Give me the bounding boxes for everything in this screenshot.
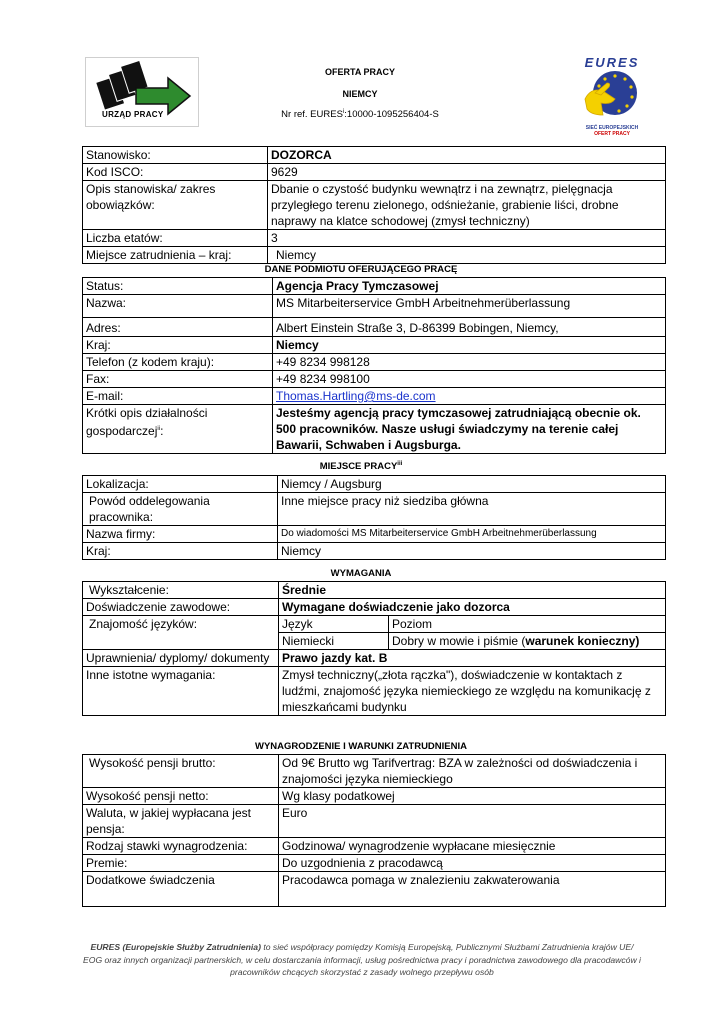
- table-row: [83, 526, 666, 543]
- isco-value: 9629: [268, 164, 666, 181]
- eures-logo-title: EURES: [584, 55, 640, 70]
- education-label: Wykształcenie:: [83, 582, 279, 599]
- eures-logo-subtitle: SIEĆ EUROPEJSKICH OFERT PRACY: [585, 125, 639, 137]
- business-description-label: Krótki opis działalności gospodarczej$^{ii}$:: [83, 405, 273, 454]
- company-value: Do wiadomości MS Mitarbeiterservice GmbH Arbeitnehmerüberlassung: [278, 526, 666, 543]
- eures-hand-stars-icon: [581, 69, 641, 121]
- licenses-value: Prawo jazdy kat. B: [279, 650, 666, 667]
- duties-label: Opis stanowiska/ zakres obowiązków:: [83, 181, 268, 230]
- email-link[interactable]: Thomas.Hartling@ms-de.com: [276, 389, 436, 403]
- document-title: OFERTA PRACY: [324, 67, 395, 77]
- table-row: [83, 354, 666, 371]
- fax-label: Fax:: [83, 371, 273, 388]
- footer-bold: EURES (Europejskie Służby Zatrudnienia): [90, 942, 261, 952]
- job-title-label: Stanowisko:: [83, 147, 268, 164]
- table-row: [83, 476, 666, 493]
- education-value: Średnie: [279, 582, 666, 599]
- isco-label: Kod ISCO:: [83, 164, 268, 181]
- positions-count-label: Liczba etatów:: [83, 230, 268, 247]
- language-level: Dobry w mowie i piśmie (warunek konieczny): [389, 633, 666, 650]
- table-row: [83, 230, 666, 247]
- urzad-pracy-logo-text: URZĄD PRACY: [102, 110, 164, 119]
- table-row: [83, 667, 666, 716]
- employer-table: [82, 277, 666, 454]
- salary-table: [82, 754, 666, 907]
- languages-label: Znajomość języków:: [83, 616, 279, 650]
- employment-country-label: Miejsce zatrudnienia – kraj:: [83, 247, 268, 264]
- table-row: [83, 493, 666, 526]
- table-row: [83, 388, 666, 405]
- licenses-label: Uprawnienia/ dyplomy/ dokumenty: [83, 650, 279, 667]
- requirements-table: [82, 581, 666, 716]
- table-row: [83, 164, 666, 181]
- employer-section-title: DANE PODMIOTU OFERUJĄCEGO PRACĘ: [264, 264, 458, 275]
- table-row: [83, 788, 666, 805]
- eures-logo: [577, 55, 647, 141]
- company-name-value: MS Mitarbeiterservice GmbH Arbeitnehmerüberlassung: [273, 295, 666, 318]
- phone-label: Telefon (z kodem kraju):: [83, 354, 273, 371]
- workplace-table: [82, 475, 666, 560]
- table-row: [83, 543, 666, 560]
- other-requirements-value: Zmysł techniczny(„złota rączka"), doświadczenie w kontaktach z ludźmi, znajomość języka niemieckiego ze względu na komunikację z mieszkańcami budynku: [279, 667, 666, 716]
- job-table: [82, 146, 666, 264]
- workplace-section-title: MIEJSCE PRACY$^{iii}$: [319, 461, 403, 473]
- experience-value: Wymagane doświadczenie jako dozorca: [279, 599, 666, 616]
- document-country: NIEMCY: [342, 89, 378, 99]
- company-name-label: Nazwa:: [83, 295, 273, 318]
- table-row: [83, 805, 666, 838]
- table-row: [83, 318, 666, 337]
- rate-type-label: Rodzaj stawki wynagrodzenia:: [83, 838, 279, 855]
- footer-text: to sieć współpracy pomiędzy Komisją Europejską, Publicznymi Służbami Zatrudnienia krajów UE/ EOG oraz innych organizacji partnerskich, w celu dostarczania informacji, usług pośrednictwa pracy i poradnictwa zawodowego dla pracodawców i pracowników chcących skorzystać z zasady wolnego przepływu osób: [83, 942, 641, 977]
- table-row: [83, 295, 666, 318]
- business-description-value: Jesteśmy agencją pracy tymczasowej zatrudniającą obecnie ok. 500 pracowników. Nasze usługi świadczymy na terenie całej Bawarii, Schwaben i Augsburga.: [273, 405, 666, 454]
- bonus-value: Do uzgodnienia z pracodawcą: [279, 855, 666, 872]
- gross-salary-value: Od 9€ Brutto wg Tarifvertrag: BZA w zależności od doświadczenia i znajomości języka niemieckiego: [279, 755, 666, 788]
- positions-count-value: 3: [268, 230, 666, 247]
- currency-label: Waluta, w jakiej wypłacana jest pensja:: [83, 805, 279, 838]
- table-row: [83, 599, 666, 616]
- benefits-label: Dodatkowe świadczenia: [83, 872, 279, 907]
- table-row: [83, 405, 666, 454]
- table-row: [83, 582, 666, 599]
- urzad-pracy-logo: [85, 57, 199, 127]
- benefits-value: Pracodawca pomaga w znalezieniu zakwaterowania: [279, 872, 666, 907]
- address-label: Adres:: [83, 318, 273, 337]
- table-row: [83, 371, 666, 388]
- table-row: [83, 147, 666, 164]
- gross-salary-label: Wysokość pensji brutto:: [83, 755, 279, 788]
- level-column-header: Poziom: [389, 616, 666, 633]
- duties-value: Dbanie o czystość budynku wewnątrz i na zewnątrz, pielęgnacja przyległego terenu zielonego, odśnieżanie, grabienie liści, drobne naprawy na klatce schodowej (zmysł techniczny): [268, 181, 666, 230]
- status-label: Status:: [83, 278, 273, 295]
- other-requirements-label: Inne istotne wymagania:: [83, 667, 279, 716]
- job-title-value: DOZORCA: [268, 147, 666, 164]
- language-column-header: Język: [279, 616, 389, 633]
- language-name: Niemiecki: [279, 633, 389, 650]
- table-row: [83, 838, 666, 855]
- reference-number: Nr ref. EURES$^i$:10000-1095256404-S: [281, 109, 439, 121]
- table-row: [83, 278, 666, 295]
- net-salary-value: Wg klasy podatkowej: [279, 788, 666, 805]
- table-row: [83, 247, 666, 264]
- table-row: [83, 872, 666, 907]
- rate-type-value: Godzinowa/ wynagrodzenie wypłacane miesięcznie: [279, 838, 666, 855]
- net-salary-label: Wysokość pensji netto:: [83, 788, 279, 805]
- delegation-reason-value: Inne miejsce pracy niż siedziba główna: [278, 493, 666, 526]
- email-label: E-mail:: [83, 388, 273, 405]
- fax-value: +49 8234 998100: [273, 371, 666, 388]
- location-label: Lokalizacja:: [83, 476, 278, 493]
- phone-value: +49 8234 998128: [273, 354, 666, 371]
- workplace-country-label: Kraj:: [83, 543, 278, 560]
- bonus-label: Premie:: [83, 855, 279, 872]
- table-row: [83, 855, 666, 872]
- currency-value: Euro: [279, 805, 666, 838]
- status-value: Agencja Pracy Tymczasowej: [273, 278, 666, 295]
- footer-note: [80, 941, 644, 979]
- employer-country-value: Niemcy: [273, 337, 666, 354]
- employer-country-label: Kraj:: [83, 337, 273, 354]
- delegation-reason-label: Powód oddelegowania pracownika:: [83, 493, 278, 526]
- table-row: [83, 755, 666, 788]
- company-label: Nazwa firmy:: [83, 526, 278, 543]
- table-row: [83, 337, 666, 354]
- table-row: [83, 650, 666, 667]
- salary-section-title: WYNAGRODZENIE I WARUNKI ZATRUDNIENIA: [255, 741, 467, 752]
- table-row: [83, 616, 666, 633]
- employment-country-value: Niemcy: [268, 247, 666, 264]
- experience-label: Doświadczenie zawodowe:: [83, 599, 279, 616]
- workplace-country-value: Niemcy: [278, 543, 666, 560]
- location-value: Niemcy / Augsburg: [278, 476, 666, 493]
- requirements-section-title: WYMAGANIA: [330, 568, 392, 579]
- address-value: Albert Einstein Straße 3, D-86399 Bobingen, Niemcy,: [273, 318, 666, 337]
- table-row: [83, 181, 666, 230]
